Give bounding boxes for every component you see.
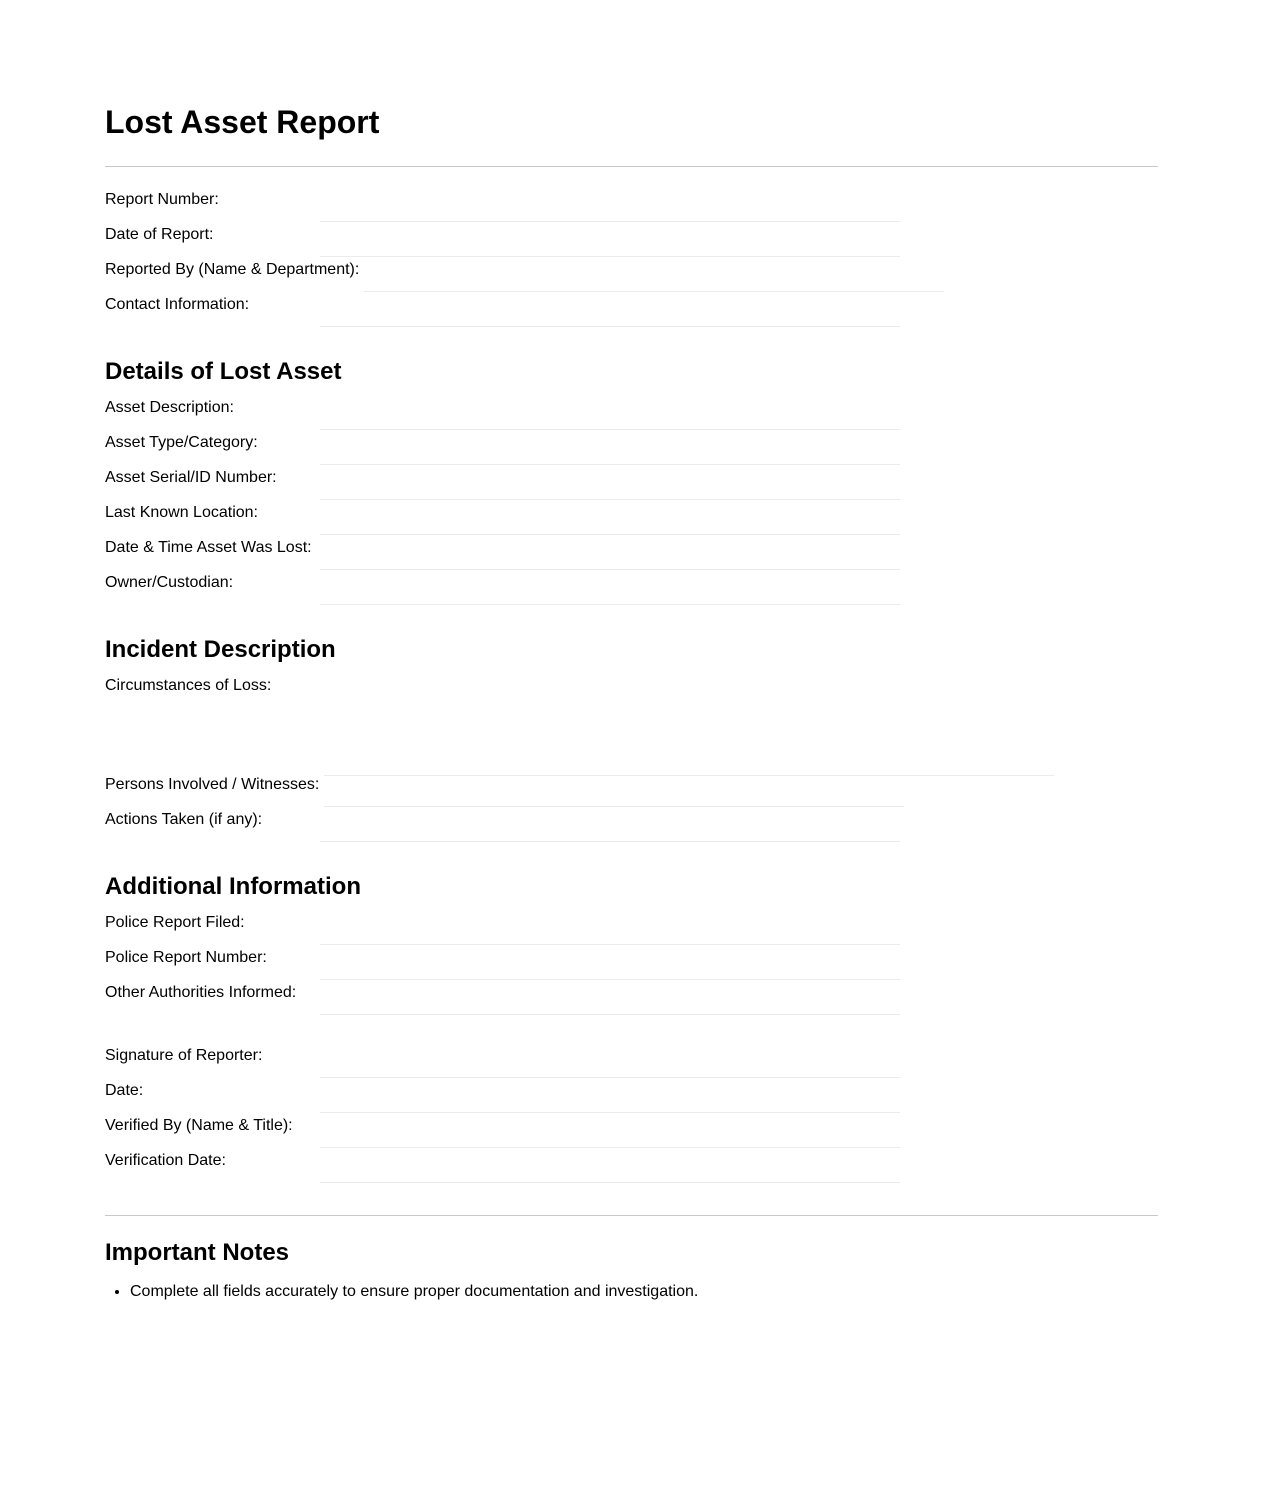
verified-by-field[interactable] <box>320 1147 900 1148</box>
asset-serial-field[interactable] <box>320 499 900 500</box>
persons-field[interactable] <box>324 806 904 807</box>
additional-heading: Additional Information <box>105 873 361 900</box>
asset-description-label: Asset Description: <box>105 399 234 416</box>
date-of-report-label: Date of Report: <box>105 226 214 243</box>
last-location-field[interactable] <box>320 534 900 535</box>
notes-divider <box>105 1215 1158 1216</box>
notes-list-item: • Complete all fields accurately to ensure proper documentation and investigation. <box>130 1282 698 1302</box>
signature-date-field[interactable] <box>320 1112 900 1113</box>
police-number-field[interactable] <box>320 979 900 980</box>
other-authorities-field[interactable] <box>320 1014 900 1015</box>
other-authorities-label: Other Authorities Informed: <box>105 984 297 1001</box>
date-of-report-field[interactable] <box>320 256 900 257</box>
report-number-field[interactable] <box>320 221 900 222</box>
actions-label: Actions Taken (if any): <box>105 811 263 828</box>
circumstances-label: Circumstances of Loss: <box>105 677 272 694</box>
signature-date-label: Date: <box>105 1082 144 1099</box>
actions-field[interactable] <box>320 841 900 842</box>
persons-label: Persons Involved / Witnesses: <box>105 776 320 793</box>
circumstances-field[interactable] <box>324 775 1054 776</box>
title-divider <box>105 166 1158 167</box>
verified-by-label: Verified By (Name & Title): <box>105 1117 293 1134</box>
contact-information-label: Contact Information: <box>105 296 250 313</box>
owner-field[interactable] <box>320 604 900 605</box>
police-filed-label: Police Report Filed: <box>105 914 245 931</box>
page-title: Lost Asset Report <box>105 104 380 140</box>
details-heading: Details of Lost Asset <box>105 358 342 385</box>
notes-list <box>105 1282 698 1302</box>
asset-description-field[interactable] <box>320 429 900 430</box>
verification-date-field[interactable] <box>320 1182 900 1183</box>
asset-serial-label: Asset Serial/ID Number: <box>105 469 277 486</box>
notes-heading: Important Notes <box>105 1239 290 1266</box>
report-number-label: Report Number: <box>105 191 219 208</box>
verification-date-label: Verification Date: <box>105 1152 226 1169</box>
contact-information-field[interactable] <box>320 326 900 327</box>
signature-field[interactable] <box>320 1077 900 1078</box>
asset-type-label: Asset Type/Category: <box>105 434 258 451</box>
date-time-lost-field[interactable] <box>320 569 900 570</box>
police-number-label: Police Report Number: <box>105 949 267 966</box>
reported-by-field[interactable] <box>364 291 944 292</box>
incident-heading: Incident Description <box>105 636 336 663</box>
signature-label: Signature of Reporter: <box>105 1047 263 1064</box>
date-time-lost-label: Date & Time Asset Was Lost: <box>105 539 312 556</box>
owner-label: Owner/Custodian: <box>105 574 234 591</box>
reported-by-label: Reported By (Name & Department): <box>105 261 360 278</box>
last-location-label: Last Known Location: <box>105 504 258 521</box>
asset-type-field[interactable] <box>320 464 900 465</box>
police-filed-field[interactable] <box>320 944 900 945</box>
